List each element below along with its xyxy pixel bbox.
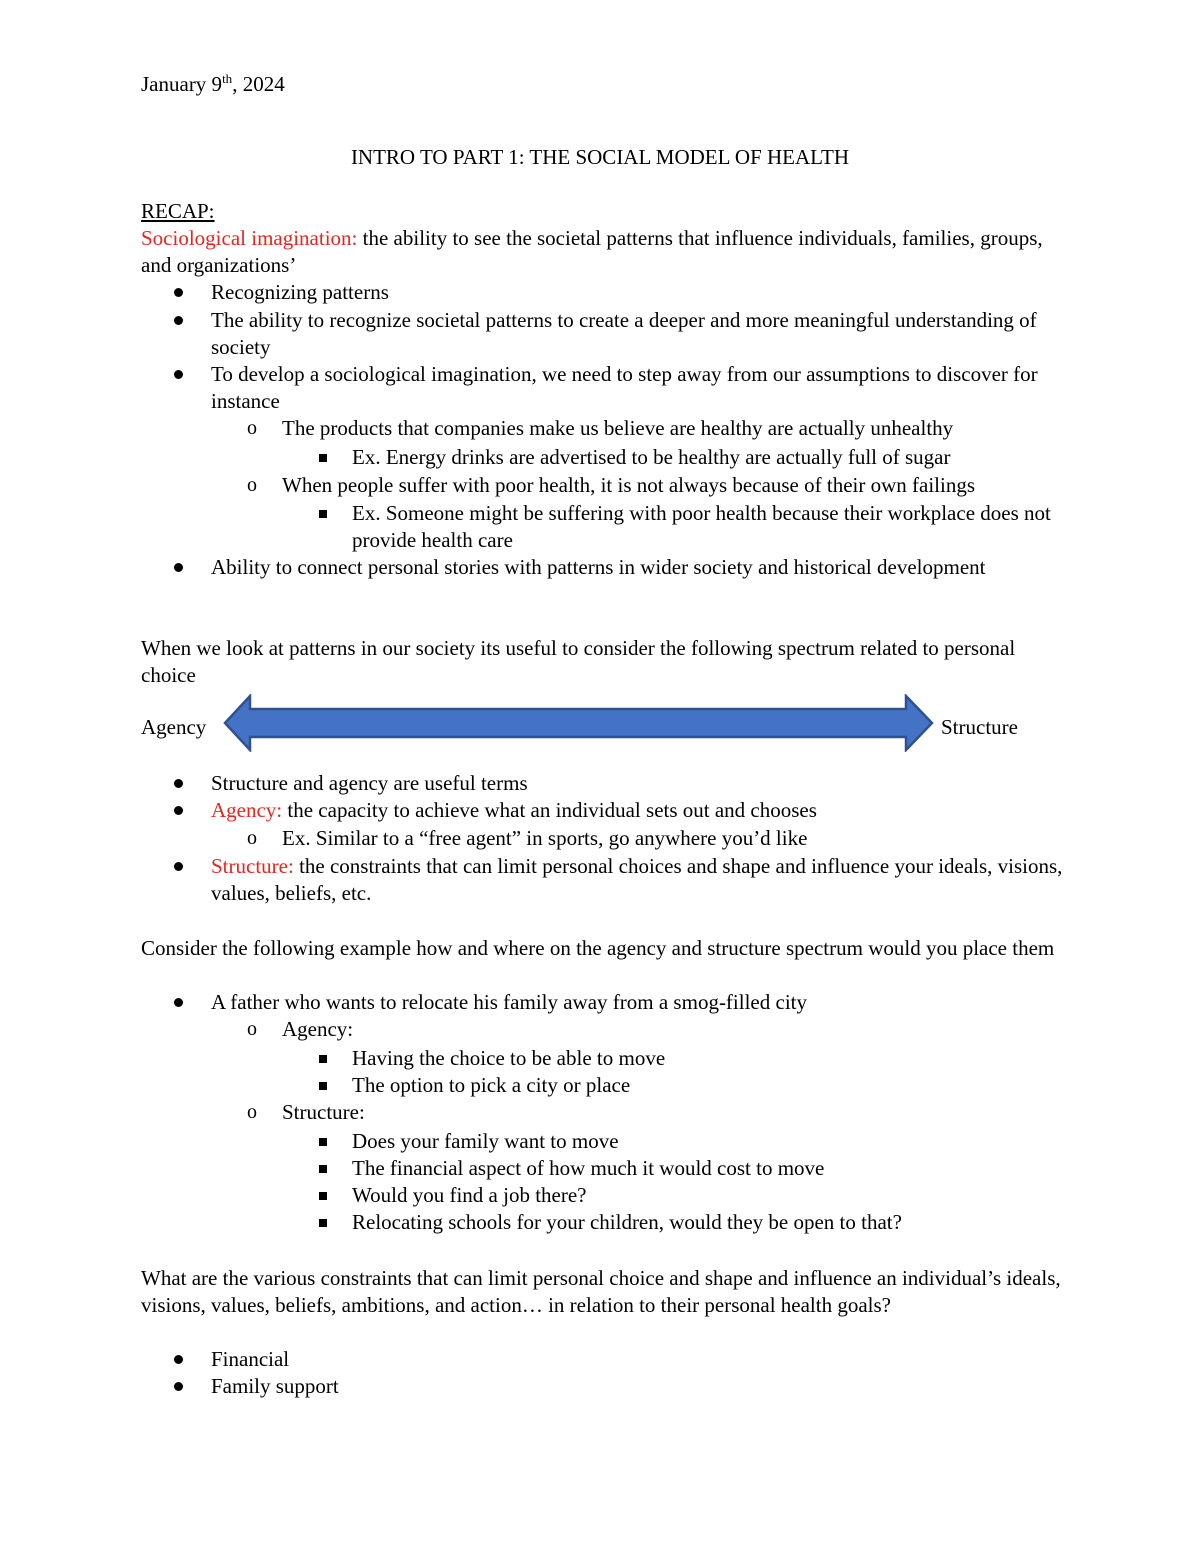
square-bullet-icon bbox=[319, 510, 327, 518]
list-item: o Structure: bbox=[247, 1100, 365, 1124]
square-bullet-icon bbox=[319, 1082, 327, 1090]
circle-bullet-icon: o bbox=[247, 1018, 257, 1040]
list-item: Structure and agency are useful terms bbox=[211, 770, 1071, 797]
document-date: January 9th, 2024 bbox=[141, 71, 285, 96]
square-bullet-icon bbox=[319, 1055, 327, 1063]
term-structure: Structure: bbox=[211, 854, 294, 878]
list-item: Ex. Energy drinks are advertised to be healthy are actually full of sugar bbox=[352, 444, 1072, 471]
agency-structure-spectrum bbox=[141, 694, 1071, 752]
document-title: INTRO TO PART 1: THE SOCIAL MODEL OF HEALTH bbox=[350, 145, 850, 169]
list-item: The financial aspect of how much it would cost to move bbox=[352, 1155, 1072, 1182]
list-item: Ability to connect personal stories with patterns in wider society and historical development bbox=[211, 554, 1071, 581]
bullet-icon bbox=[174, 288, 183, 297]
list-item: To develop a sociological imagination, we need to step away from our assumptions to discover for instance bbox=[211, 361, 1071, 415]
square-bullet-icon bbox=[319, 1138, 327, 1146]
circle-bullet-icon: o bbox=[247, 1101, 257, 1123]
list-item: A father who wants to relocate his family away from a smog-filled city bbox=[211, 989, 1071, 1016]
circle-bullet-icon: o bbox=[247, 474, 257, 496]
list-item: Would you find a job there? bbox=[352, 1182, 1072, 1209]
list-item: Agency: the capacity to achieve what an individual sets out and chooses bbox=[211, 797, 1071, 824]
list-item: Recognizing patterns bbox=[211, 279, 1071, 306]
list-item: Structure: the constraints that can limit personal choices and shape and influence your ideals, visions, values, beliefs, etc. bbox=[211, 853, 1071, 907]
bullet-icon bbox=[174, 563, 183, 572]
bullet-icon bbox=[174, 316, 183, 325]
constraints-question: What are the various constraints that can limit personal choice and shape and influence an individual’s ideals, visions, values, beliefs, ambitions, and action… in relation to their personal health goals? bbox=[141, 1266, 1061, 1317]
bullet-icon bbox=[174, 370, 183, 379]
list-item: o Agency: bbox=[247, 1017, 354, 1041]
term-agency: Agency: bbox=[211, 798, 283, 822]
recap-heading: RECAP: bbox=[141, 199, 215, 223]
list-item: Does your family want to move bbox=[352, 1128, 1072, 1155]
list-item: The option to pick a city or place bbox=[352, 1072, 1072, 1099]
square-bullet-icon bbox=[319, 454, 327, 462]
list-item: The ability to recognize societal patterns to create a deeper and more meaningful understanding of society bbox=[211, 307, 1071, 361]
list-item: o The products that companies make us believe are healthy are actually unhealthy bbox=[247, 416, 954, 440]
list-item: Having the choice to be able to move bbox=[352, 1045, 1072, 1072]
list-item: Family support bbox=[211, 1373, 1071, 1400]
list-item: Relocating schools for your children, would they be open to that? bbox=[352, 1209, 1072, 1236]
list-item: o When people suffer with poor health, it is not always because of their own failings bbox=[247, 473, 976, 497]
term-sociological-imagination: Sociological imagination: bbox=[141, 226, 358, 250]
bullet-icon bbox=[174, 862, 183, 871]
list-item: o Ex. Similar to a “free agent” in sports, go anywhere you’d like bbox=[247, 826, 808, 850]
spectrum-right-label: Structure bbox=[941, 715, 1018, 739]
bullet-icon bbox=[174, 998, 183, 1007]
circle-bullet-icon: o bbox=[247, 827, 257, 849]
bullet-icon bbox=[174, 1355, 183, 1364]
square-bullet-icon bbox=[319, 1165, 327, 1173]
square-bullet-icon bbox=[319, 1219, 327, 1227]
circle-bullet-icon: o bbox=[247, 417, 257, 439]
square-bullet-icon bbox=[319, 1192, 327, 1200]
double-arrow-icon bbox=[221, 694, 936, 752]
list-item: Financial bbox=[211, 1346, 1071, 1373]
bullet-icon bbox=[174, 806, 183, 815]
example-intro: Consider the following example how and where on the agency and structure spectrum would you place them bbox=[141, 936, 1055, 960]
spectrum-intro: When we look at patterns in our society its useful to consider the following spectrum related to personal choice bbox=[141, 636, 1016, 687]
list-item: Ex. Someone might be suffering with poor health because their workplace does not provide health care bbox=[352, 500, 1072, 554]
spectrum-left-label: Agency bbox=[141, 715, 207, 739]
bullet-icon bbox=[174, 1382, 183, 1391]
bullet-icon bbox=[174, 779, 183, 788]
sociological-imagination-definition: Sociological imagination: the ability to see the societal patterns that influence individuals, families, groups, and organizations’ bbox=[141, 226, 1043, 277]
